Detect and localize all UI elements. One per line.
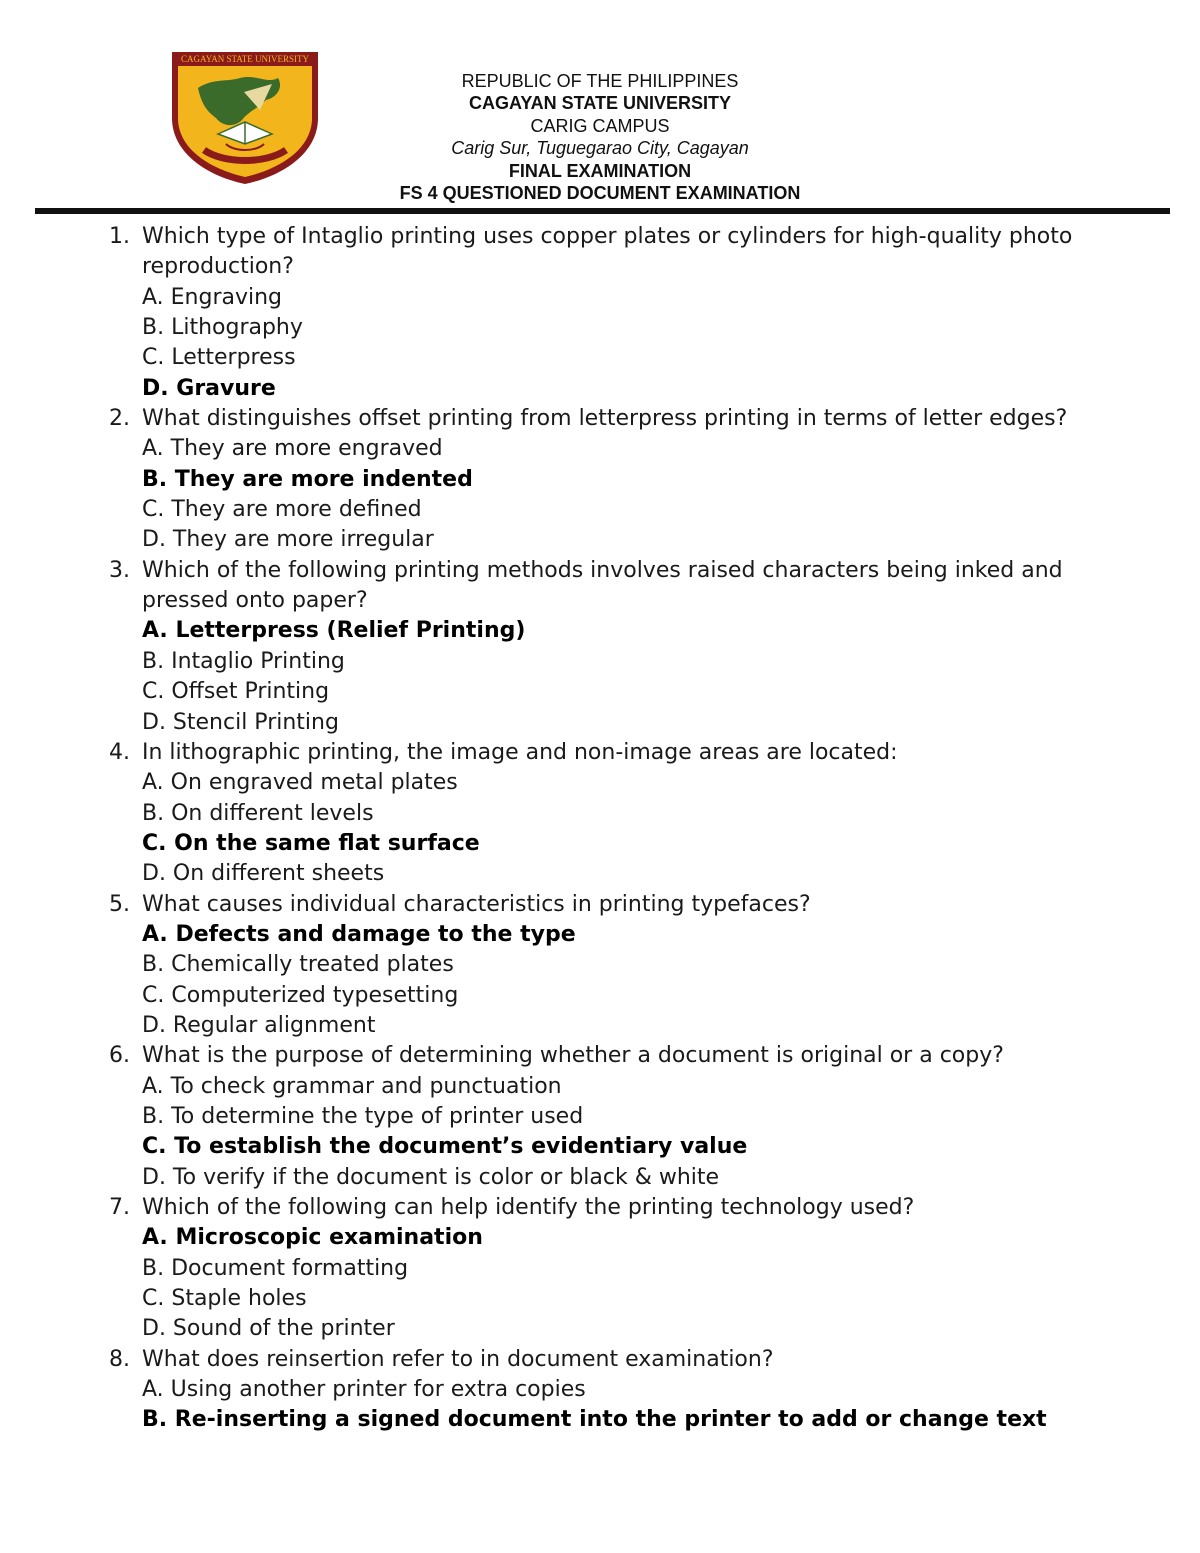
header-subject: FS 4 QUESTIONED DOCUMENT EXAMINATION <box>399 183 801 204</box>
question-number: 8. <box>109 1346 130 1372</box>
answer-option: A. Engraving <box>142 284 283 310</box>
answer-option: D. To verify if the document is color or black & white <box>142 1164 720 1190</box>
question-item <box>100 222 1110 404</box>
question-text: What does reinsertion refer to in document examination? <box>142 1346 774 1372</box>
question-item <box>100 1041 1110 1193</box>
question-text: Which of the following can help identify the printing technology used? <box>142 1195 915 1220</box>
svg-text:CAGAYAN STATE UNIVERSITY: CAGAYAN STATE UNIVERSITY <box>181 54 309 64</box>
question-text: Which of the following printing methods involves raised characters being inked and pressed onto paper? <box>142 557 1063 614</box>
question-item <box>100 404 1110 556</box>
university-seal-logo <box>168 48 322 186</box>
answer-option-correct: C. To establish the document’s evidentiary value <box>142 1134 748 1160</box>
answer-option-correct: B. They are more indented <box>142 466 473 492</box>
answer-option: C. Offset Printing <box>142 679 330 705</box>
answer-option: D. On different sheets <box>142 861 385 887</box>
answer-option: D. Regular alignment <box>142 1012 376 1038</box>
answer-option-correct: A. Defects and damage to the type <box>142 921 576 947</box>
question-text: What is the purpose of determining whether a document is original or a copy? <box>142 1043 1004 1069</box>
question-text: In lithographic printing, the image and non-image areas are located: <box>142 739 898 765</box>
answer-option: C. Staple holes <box>142 1286 307 1312</box>
question-list <box>100 222 1110 1436</box>
answer-option: B. Intaglio Printing <box>142 648 345 674</box>
question-number: 4. <box>109 739 130 765</box>
header-university: CAGAYAN STATE UNIVERSITY <box>468 93 732 114</box>
answer-option: A. To check grammar and punctuation <box>142 1073 562 1099</box>
question-item <box>100 556 1110 738</box>
answer-option-correct: D. Gravure <box>142 375 276 401</box>
answer-option: B. On different levels <box>142 800 374 826</box>
question-text: Which type of Intaglio printing uses copper plates or cylinders for high-quality photo reproduction? <box>142 224 1073 280</box>
answer-option: C. Letterpress <box>142 345 296 371</box>
answer-option: D. They are more irregular <box>142 527 434 553</box>
question-item <box>100 1345 1110 1436</box>
question-number: 5. <box>109 891 130 917</box>
answer-option: C. Computerized typesetting <box>142 982 459 1008</box>
answer-option: D. Sound of the printer <box>142 1316 395 1342</box>
question-item <box>100 890 1110 1042</box>
header-divider-thin <box>35 213 1170 214</box>
header-campus: CARIG CAMPUS <box>530 115 670 136</box>
answer-option: A. On engraved metal plates <box>142 770 458 796</box>
header-address: Carig Sur, Tuguegarao City, Cagayan <box>451 138 749 159</box>
question-number: 7. <box>109 1195 130 1220</box>
header-exam-type: FINAL EXAMINATION <box>508 160 692 181</box>
question-item <box>100 738 1110 890</box>
question-number: 2. <box>109 406 130 432</box>
answer-option: B. Document formatting <box>142 1255 409 1281</box>
university-seal-icon <box>168 48 322 186</box>
answer-option: B. Lithography <box>142 315 303 341</box>
answer-option-correct: B. Re-inserting a signed document into the printer to add or change text <box>142 1407 1047 1433</box>
answer-option: A. Using another printer for extra copies <box>142 1377 586 1403</box>
document-header <box>300 70 900 204</box>
question-text: What distinguishes offset printing from letterpress printing in terms of letter edges? <box>142 406 1068 432</box>
header-republic: REPUBLIC OF THE PHILIPPINES <box>461 71 739 91</box>
answer-option: C. They are more defined <box>142 497 422 523</box>
question-number: 3. <box>109 557 130 583</box>
question-number: 1. <box>109 224 130 249</box>
question-text: What causes individual characteristics in printing typefaces? <box>142 891 811 917</box>
answer-option: B. To determine the type of printer used <box>142 1103 584 1129</box>
question-number: 6. <box>109 1043 130 1069</box>
question-item <box>100 1193 1110 1345</box>
answer-option-correct: C. On the same flat surface <box>142 830 480 856</box>
answer-option: D. Stencil Printing <box>142 709 339 735</box>
answer-option-correct: A. Microscopic examination <box>142 1225 483 1251</box>
answer-option: B. Chemically treated plates <box>142 952 454 978</box>
answer-option: A. They are more engraved <box>142 436 443 462</box>
answer-option-correct: A. Letterpress (Relief Printing) <box>142 618 526 644</box>
